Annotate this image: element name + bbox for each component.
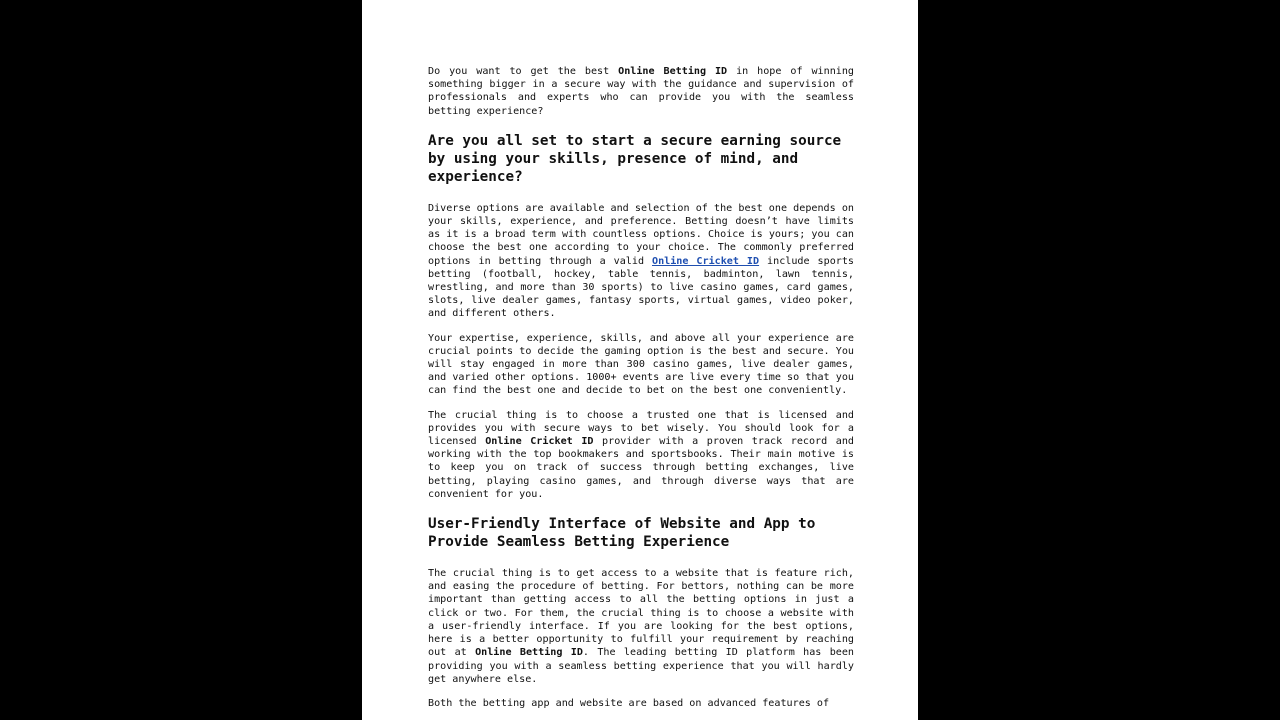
paragraph-trusted <box>428 409 854 501</box>
paragraph-app: Both the betting app and website are based on advanced features of <box>428 697 830 709</box>
paragraph-diverse-options <box>428 202 854 321</box>
heading-user-friendly: User-Friendly Interface of Website and App to Provide Seamless Betting Experience <box>428 516 816 551</box>
heading-secure-earning: Are you all set to start a secure earning source by using your skills, presence of mind, and experience? <box>428 132 842 185</box>
paragraph-website <box>428 567 854 686</box>
paragraph-website-text-2: . The leading betting ID platform has been providing you with a seamless betting experience that you will hardly get anywhere else. <box>428 647 855 685</box>
paragraph-intro-text-1: Do you want to get the best <box>428 66 619 77</box>
paragraph-intro-text-2: in hope of winning something bigger in a secure way with the guidance and supervision of professionals and experts who can provide you with the seamless betting experience? <box>428 66 855 117</box>
online-cricket-id-bold: Online Cricket ID <box>485 436 594 448</box>
paragraph-website-text-1: The crucial thing is to get access to a website that is feature rich, and easing the procedure of betting. For bettors, nothing can be more important than getting access to all the betting options in just a click or two. For them, the crucial thing is to choose a website with a user-friendly interface. If you are looking for the best options, here is a better opportunity to fulfill your requirement by reaching out at <box>428 568 854 659</box>
paragraph-intro <box>428 65 854 118</box>
online-betting-id-bold: Online Betting ID <box>618 66 728 77</box>
online-betting-id-bold-2: Online Betting ID <box>475 647 583 659</box>
document-page <box>362 0 918 720</box>
paragraph-diverse-text-2: include sports betting (football, hockey, table tennis, badminton, lawn tennis, wrestling, and more than 30 sports) to live casino games, card games, slots, live dealer games, fantasy sports, virtual games, video poker, and different others. <box>428 255 854 320</box>
paragraph-trusted-text-1: The crucial thing is to choose a trusted one that is licensed and provides you with secure ways to bet wisely. You should look for a licensed <box>428 409 854 448</box>
paragraph-diverse-text-1: Diverse options are available and selection of the best one depends on your skills, experience, and preference. Betting doesn’t have limits as it is a broad term with countless options. Choice is yours; you can choose the best one according to your choice. The commonly preferred options in betting through a valid <box>428 202 854 267</box>
paragraph-trusted-text-2: provider with a proven track record and working with the top bookmakers and sportsbooks. Their main motive is to keep you on track of success through betting exchanges, live betting, playing casino games, and through diverse ways that are convenient for you. <box>428 436 854 500</box>
document-content <box>428 65 854 720</box>
paragraph-expertise: Your expertise, experience, skills, and above all your experience are crucial points to decide the gaming option is the best and secure. You will stay engaged in more than 300 casino games, live dealer games, and varied other options. 1000+ events are live every time so that you can find the best one and decide to bet on the best one conveniently. <box>428 332 854 397</box>
online-cricket-id-link[interactable]: Online Cricket ID <box>652 255 760 267</box>
